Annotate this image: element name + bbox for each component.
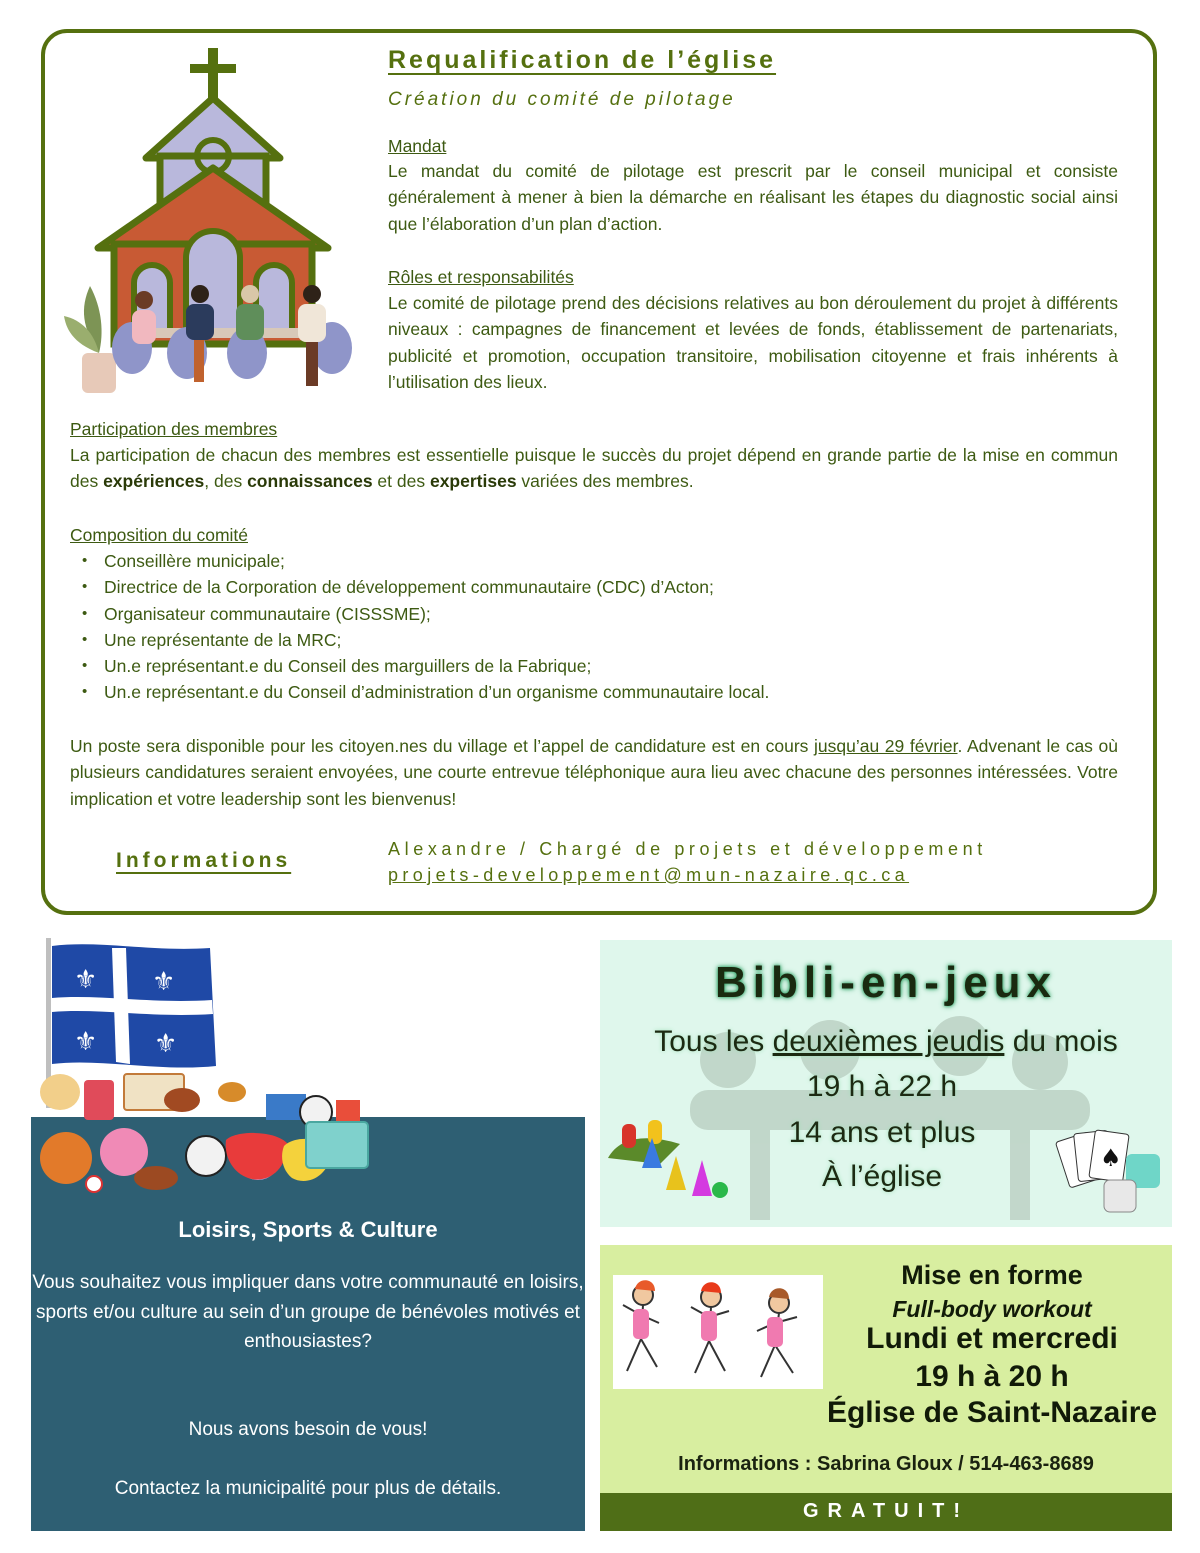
loisirs-title: Loisirs, Sports & Culture: [178, 1217, 438, 1242]
svg-text:♠: ♠: [1100, 1144, 1122, 1172]
forme-price: GRATUIT!: [802, 1500, 970, 1522]
bibli-place: À l’église: [821, 1160, 943, 1193]
participation-text-3: et des: [372, 471, 430, 492]
poste-text-1: Un poste sera disponible pour les citoyen.nes du village et l’appel de candidature est en cours: [70, 736, 815, 756]
loisirs-call-text: Nous avons besoin de vous!: [188, 1419, 428, 1440]
participation-text: [70, 442, 1118, 495]
poste-deadline: jusqu’au 29 février: [814, 736, 958, 756]
forme-title: Mise en forme: [901, 1260, 1083, 1290]
runners-illustration: [613, 1275, 823, 1389]
composition-heading: Composition du comité: [70, 525, 248, 545]
participation-bold-2: connaissances: [247, 471, 373, 492]
participation-text-2: , des: [204, 471, 248, 492]
participation-text-4: variées des membres.: [516, 471, 694, 492]
participation-bold-1: expériences: [103, 471, 205, 492]
svg-text:⚜: ⚜: [74, 965, 98, 995]
bibli-age: 14 ans et plus: [788, 1116, 976, 1149]
roles-heading: Rôles et responsabilités: [388, 267, 574, 287]
forme-info: Informations : Sabrina Gloux / 514-463-8689: [678, 1453, 1094, 1475]
list-item: • Directrice de la Corporation de développement communautaire (CDC) d’Acton;: [82, 574, 769, 600]
participation-text-1: La participation de chacun des membres est essentielle puisque le succès du projet dépend en grande partie de la mise en commun des: [70, 445, 1118, 492]
svg-text:⚜: ⚜: [152, 967, 176, 997]
forme-days: Lundi et mercredi: [866, 1322, 1118, 1355]
informations-label: Informations: [116, 849, 292, 872]
poste-text: [70, 733, 1118, 812]
composition-list: [82, 548, 769, 706]
bibli-line1-underlined: deuxièmes jeudis: [772, 1025, 1005, 1058]
bibli-line1-b: du mois: [1004, 1025, 1118, 1058]
bibli-line1-a: Tous les: [654, 1025, 773, 1058]
forme-place: Église de Saint-Nazaire: [826, 1396, 1158, 1429]
article-title: Requalification de l’église: [388, 46, 777, 74]
mandat-text: Le mandat du comité de pilotage est prescrit par le conseil municipal et consiste généralement à mener à bien la démarche en réalisant les étapes du diagnostic social ainsi que l’élaboration d’un plan d’action.: [388, 161, 1118, 234]
bibli-title: Bibli-en-jeux: [714, 958, 1058, 1007]
list-item: • Un.e représentant.e du Conseil des marguillers de la Fabrique;: [82, 653, 769, 679]
informations-contact: Alexandre / Chargé de projets et développement: [388, 839, 987, 859]
svg-text:⚜: ⚜: [74, 1027, 98, 1057]
mandat-heading: Mandat: [388, 136, 447, 156]
forme-hours: 19 h à 20 h: [915, 1360, 1069, 1393]
bibli-schedule-text: [600, 1025, 1172, 1059]
loisirs-contact-text: Contactez la municipalité pour plus de détails.: [114, 1478, 502, 1499]
list-item: • Une représentante de la MRC;: [82, 627, 769, 653]
participation-bold-3: expertises: [429, 471, 517, 492]
list-item: • Organisateur communautaire (CISSSME);: [82, 601, 769, 627]
list-item: • Un.e représentant.e du Conseil d’administration d’un organisme communautaire local.: [82, 679, 769, 705]
leisure-objects-illustration: [36, 1060, 396, 1200]
church-meeting-illustration: [62, 48, 362, 398]
svg-text:⚜: ⚜: [154, 1029, 178, 1059]
participation-heading: Participation des membres: [70, 419, 278, 439]
loisirs-intro-text: Vous souhaitez vous impliquer dans votre communauté en loisirs, sports et/ou culture au sein d’un groupe de bénévoles motivés et enthousiastes?: [32, 1272, 584, 1352]
article-subtitle: Création du comité de pilotage: [388, 89, 736, 110]
roles-text: Le comité de pilotage prend des décisions relatives au bon déroulement du projet à différents niveaux : campagnes de financement et levées de fonds, établissement de partenariats, publicité et promotion, occupation transitoire, mobilisation citoyenne et frais inhérents à l’utilisation des lieux.: [388, 293, 1118, 392]
list-item: • Conseillère municipale;: [82, 548, 769, 574]
poste-text-2: . Advenant le cas où plusieurs candidatures seraient envoyées, une courte entrevue téléphonique aura lieu avec chacune des personnes intéressées. Votre implication et votre leadership sont les bienvenus!: [70, 736, 1118, 809]
forme-subtitle: Full-body workout: [892, 1296, 1092, 1322]
informations-email-link[interactable]: projets-developpement@mun-nazaire.qc.ca: [388, 865, 910, 885]
bibli-hours: 19 h à 22 h: [806, 1070, 958, 1103]
